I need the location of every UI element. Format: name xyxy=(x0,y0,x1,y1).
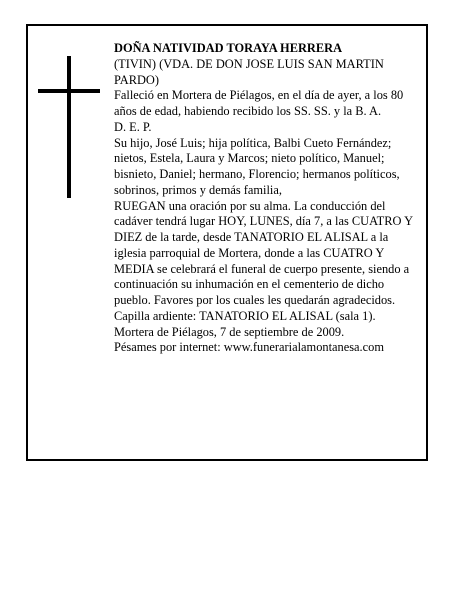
cross-vertical-bar xyxy=(67,56,71,198)
deceased-name: DOÑA NATIVIDAD TORAYA HERRERA xyxy=(114,41,343,55)
cross-horizontal-bar xyxy=(38,89,100,93)
condolences-line: Pésames por internet: www.funerarialamontanesa.com xyxy=(114,340,384,355)
obituary-notice xyxy=(26,24,428,461)
rest-in-peace: D. E. P. xyxy=(114,119,152,134)
death-announcement: Falleció en Mortera de Piélagos, en el día de ayer, a los 80 años de edad, habiendo recibido los SS. SS. y la B. A. xyxy=(114,88,404,118)
place-date: Mortera de Piélagos, 7 de septiembre de 2009. xyxy=(114,324,345,339)
deceased-alias: (TIVIN) (VDA. DE DON JOSE LUIS SAN MARTIN PARDO) xyxy=(114,56,384,87)
notice-text xyxy=(114,41,420,356)
family-list: Su hijo, José Luis; hija política, Balbi Cueto Fernández; nietos, Estela, Laura y Marcos; nieto político, Manuel; bisnieto, Daniel; hermano, Florencio; hermanos políticos, sobrinos, primos y demás familia, xyxy=(114,135,400,197)
funeral-details: RUEGAN una oración por su alma. La conducción del cadáver tendrá lugar HOY, LUNES, día 7, a las CUATRO Y DIEZ de la tarde, desde TANATORIO EL ALISAL a la iglesia parroquial de Mortera, donde a las CUATRO Y MEDIA se celebrará el funeral de cuerpo presente, siendo a continuación su inhumación en el cementerio de dicho pueblo. Favores por los cuales les quedarán agradecidos. Capilla ardiente: TANATORIO EL ALISAL (sala 1). xyxy=(114,198,413,323)
